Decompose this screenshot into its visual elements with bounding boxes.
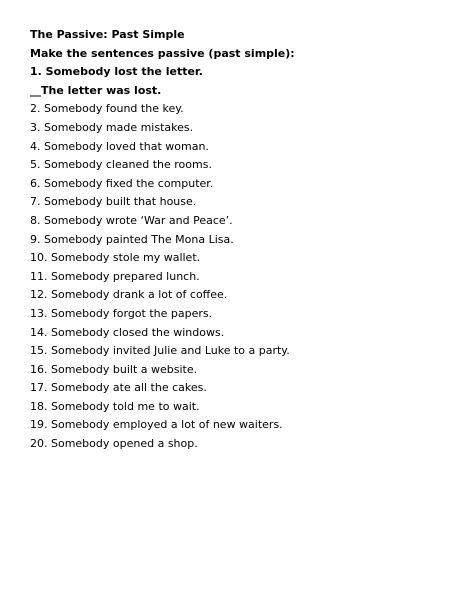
- example-sentence: 1. Somebody lost the letter.: [30, 65, 203, 79]
- exercise-item: 12. Somebody drank a lot of coffee.: [30, 288, 228, 302]
- exercise-item: 6. Somebody fixed the computer.: [30, 176, 214, 190]
- exercise-item: 16. Somebody built a website.: [30, 362, 198, 376]
- exercise-item: 13. Somebody forgot the papers.: [30, 306, 213, 320]
- exercise-item: 17. Somebody ate all the cakes.: [30, 381, 207, 395]
- exercise-item: 18. Somebody told me to wait.: [30, 399, 200, 413]
- exercise-item: 11. Somebody prepared lunch.: [30, 269, 200, 283]
- exercise-item: 9. Somebody painted The Mona Lisa.: [30, 232, 234, 246]
- worksheet-title: The Passive: Past Simple: [30, 28, 185, 41]
- exercise-item: 2. Somebody found the key.: [30, 102, 184, 116]
- instruction-text: Make the sentences passive (past simple):: [30, 46, 295, 60]
- exercise-item: 7. Somebody built that house.: [30, 195, 197, 209]
- exercise-item: 15. Somebody invited Julie and Luke to a party.: [30, 344, 290, 358]
- exercise-item: 4. Somebody loved that woman.: [30, 139, 209, 153]
- exercise-item: 8. Somebody wrote ‘War and Peace’.: [30, 213, 233, 227]
- exercise-item: 10. Somebody stole my wallet.: [30, 251, 201, 265]
- exercise-item: 14. Somebody closed the windows.: [30, 325, 225, 339]
- exercise-item: 5. Somebody cleaned the rooms.: [30, 158, 212, 172]
- exercise-item: 3. Somebody made mistakes.: [30, 120, 194, 134]
- exercise-item: 19. Somebody employed a lot of new waiters.: [30, 418, 283, 432]
- example-answer: __The letter was lost.: [30, 83, 162, 97]
- exercise-item: 20. Somebody opened a shop.: [30, 437, 198, 451]
